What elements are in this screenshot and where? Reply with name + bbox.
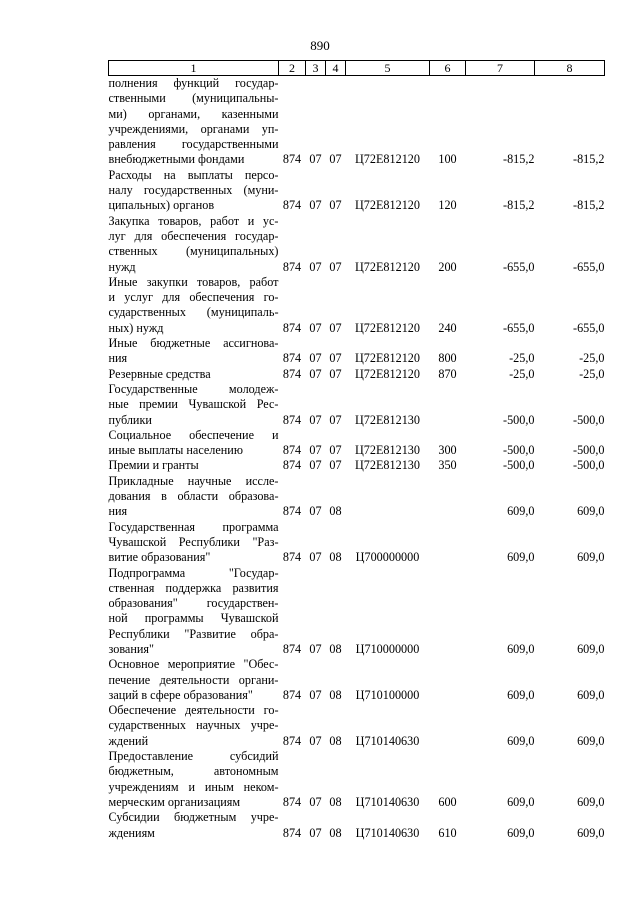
row-name-line: Государственные молодеж- [108, 381, 279, 396]
table-row [109, 168, 605, 214]
expense-type-code: 240 [438, 320, 457, 335]
table-row [109, 214, 605, 275]
row-name [109, 810, 279, 841]
target-article-code: Ц710100000 [355, 687, 420, 702]
subsection-code: 07 [329, 152, 342, 167]
admin-code: 874 [282, 825, 302, 840]
amount-total: -655,0 [573, 259, 605, 274]
row-name-line: Прикладные научные иссле- [108, 473, 279, 488]
expense-type-code [430, 566, 466, 658]
section-code: 07 [309, 320, 322, 335]
row-name-line: бюджетным, автономным [108, 764, 279, 779]
row-name-line: Предоставление субсидий [108, 749, 279, 764]
admin-code: 874 [282, 443, 302, 458]
table-row [109, 382, 605, 428]
target-article-code: Ц710000000 [355, 641, 420, 656]
col-header-1: 1 [109, 61, 279, 76]
expense-type-code: 610 [438, 825, 457, 840]
amount-total: 609,0 [577, 825, 605, 840]
row-name [109, 382, 279, 428]
amount-value: 609,0 [507, 641, 535, 656]
subsection-code: 07 [329, 458, 342, 473]
expense-type-code: 800 [438, 351, 457, 366]
table-row [109, 520, 605, 566]
admin-code: 874 [282, 687, 302, 702]
table-row [109, 458, 605, 473]
section-code: 07 [309, 366, 322, 381]
row-name-line: публики [108, 412, 152, 427]
section-code: 07 [309, 794, 322, 809]
amount-total: -25,0 [579, 366, 605, 381]
target-article-code: Ц710140630 [355, 825, 420, 840]
row-name-line: заций в сфере образования" [108, 687, 253, 702]
amount-value: 609,0 [507, 825, 535, 840]
table-row [109, 76, 605, 168]
admin-code: 874 [282, 641, 302, 656]
target-article-code [346, 474, 430, 520]
subsection-code: 07 [329, 366, 342, 381]
row-name-line: Иные бюджетные ассигнова- [108, 336, 279, 351]
row-name [109, 367, 279, 382]
amount-total: 609,0 [577, 504, 605, 519]
row-name-line: дования в области образова- [108, 489, 279, 504]
admin-code: 874 [282, 794, 302, 809]
amount-total: -655,0 [573, 320, 605, 335]
section-code: 07 [309, 687, 322, 702]
target-article-code: Ц72Е812120 [355, 351, 420, 366]
row-name [109, 749, 279, 810]
section-code: 07 [309, 458, 322, 473]
row-name-line: ния [108, 351, 128, 366]
admin-code: 874 [282, 366, 302, 381]
row-name [109, 214, 279, 275]
amount-total: 609,0 [577, 641, 605, 656]
row-name-line: Республики "Развитие обра- [108, 626, 279, 641]
target-article-code: Ц700000000 [355, 550, 420, 565]
section-code: 07 [309, 504, 322, 519]
amount-total: -815,2 [573, 198, 605, 213]
section-code: 07 [309, 152, 322, 167]
row-name [109, 703, 279, 749]
row-name-line: Расходы на выплаты персо- [108, 167, 279, 182]
target-article-code: Ц72Е812120 [355, 320, 420, 335]
expense-type-code: 300 [438, 443, 457, 458]
table-row [109, 657, 605, 703]
amount-value: 609,0 [507, 733, 535, 748]
row-name [109, 474, 279, 520]
page-number: 890 [310, 38, 330, 53]
row-name [109, 76, 279, 168]
row-name-line: Иные закупки товаров, работ [108, 274, 279, 289]
row-name-line: витие образования" [108, 550, 211, 565]
amount-value: -655,0 [503, 320, 535, 335]
amount-value: 609,0 [507, 504, 535, 519]
admin-code: 874 [282, 351, 302, 366]
expense-type-code: 120 [438, 198, 457, 213]
table-row [109, 336, 605, 367]
subsection-code: 07 [329, 259, 342, 274]
col-header-8: 8 [535, 61, 605, 76]
subsection-code: 07 [329, 412, 342, 427]
row-name-line: Закупка товаров, работ и ус- [108, 213, 279, 228]
col-header-2: 2 [279, 61, 306, 76]
subsection-code: 08 [329, 504, 342, 519]
row-name-line: сударственных (муниципаль- [108, 305, 279, 320]
row-name-line: ния [108, 504, 128, 519]
admin-code: 874 [282, 198, 302, 213]
row-name-line: иные выплаты населению [108, 443, 243, 458]
table-row [109, 810, 605, 841]
row-name-line: ждений [108, 733, 149, 748]
target-article-code: Ц710140630 [355, 794, 420, 809]
amount-value: 609,0 [507, 550, 535, 565]
table-row [109, 367, 605, 382]
target-article-code: Ц72Е812120 [355, 198, 420, 213]
expense-type-code: 600 [438, 794, 457, 809]
amount-total: -500,0 [573, 443, 605, 458]
admin-code: 874 [282, 152, 302, 167]
row-name-line: ные премии Чувашской Рес- [108, 397, 279, 412]
row-name-line: мерческим организациям [108, 794, 241, 809]
subsection-code: 07 [329, 443, 342, 458]
row-name-line: ципальных) органов [108, 198, 215, 213]
row-name [109, 657, 279, 703]
amount-value: -500,0 [503, 458, 535, 473]
row-name-line: ждениям [108, 825, 155, 840]
row-name [109, 566, 279, 658]
table-row [109, 474, 605, 520]
subsection-code: 08 [329, 733, 342, 748]
row-name-line: Социальное обеспечение и [108, 427, 279, 442]
amount-value: -815,2 [503, 198, 535, 213]
amount-total: 609,0 [577, 687, 605, 702]
row-name-line: учреждениям и иным неком- [108, 779, 279, 794]
admin-code: 874 [282, 550, 302, 565]
row-name-line: Подпрограмма "Государ- [108, 565, 279, 580]
target-article-code: Ц72Е812130 [355, 412, 420, 427]
section-code: 07 [309, 550, 322, 565]
row-name-line: Субсидии бюджетным учре- [108, 810, 279, 825]
header-row [109, 61, 605, 76]
admin-code: 874 [282, 320, 302, 335]
row-name-line: Чувашской Республики "Раз- [108, 534, 279, 549]
row-name [109, 428, 279, 459]
row-name-line: Обеспечение деятельности го- [108, 703, 279, 718]
row-name-line: луг для обеспечения государ- [108, 228, 279, 243]
expense-type-code [430, 474, 466, 520]
row-name [109, 168, 279, 214]
section-code: 07 [309, 351, 322, 366]
amount-total: -815,2 [573, 152, 605, 167]
row-name-line: внебюджетными фондами [108, 152, 245, 167]
row-name-line: зования" [108, 641, 154, 656]
section-code: 07 [309, 733, 322, 748]
row-name-line: Основное мероприятие "Обес- [108, 657, 279, 672]
table-row [109, 749, 605, 810]
row-name [109, 458, 279, 473]
table-row [109, 703, 605, 749]
target-article-code: Ц710140630 [355, 733, 420, 748]
amount-value: -655,0 [503, 259, 535, 274]
amount-value: -500,0 [503, 443, 535, 458]
admin-code: 874 [282, 733, 302, 748]
row-name [109, 336, 279, 367]
expense-type-code: 350 [438, 458, 457, 473]
amount-value: -500,0 [503, 412, 535, 427]
target-article-code: Ц72Е812120 [355, 366, 420, 381]
section-code: 07 [309, 412, 322, 427]
target-article-code: Ц72Е812120 [355, 259, 420, 274]
section-code: 07 [309, 198, 322, 213]
expense-type-code [430, 382, 466, 428]
row-name-line: ственная поддержка развития [108, 580, 279, 595]
amount-value: 609,0 [507, 687, 535, 702]
table-row [109, 566, 605, 658]
row-name-line: Премии и гранты [108, 458, 199, 473]
row-name-line: учреждениями, органами уп- [108, 121, 279, 136]
col-header-7: 7 [466, 61, 535, 76]
row-name-line: Государственная программа [108, 519, 279, 534]
row-name-line: печение деятельности органи- [108, 672, 279, 687]
col-header-6: 6 [430, 61, 466, 76]
expense-type-code: 100 [438, 152, 457, 167]
row-name-line: нужд [108, 259, 136, 274]
amount-total: -500,0 [573, 412, 605, 427]
amount-total: -500,0 [573, 458, 605, 473]
subsection-code: 08 [329, 687, 342, 702]
admin-code: 874 [282, 458, 302, 473]
row-name-line: образования" государствен- [108, 596, 279, 611]
row-name-line: ми) органами, казенными [108, 106, 279, 121]
target-article-code: Ц72Е812120 [355, 152, 420, 167]
section-code: 07 [309, 259, 322, 274]
subsection-code: 08 [329, 550, 342, 565]
row-name-line: равления государственными [108, 137, 279, 152]
amount-value: -815,2 [503, 152, 535, 167]
section-code: 07 [309, 825, 322, 840]
budget-table [108, 60, 605, 841]
subsection-code: 07 [329, 351, 342, 366]
amount-value: 609,0 [507, 794, 535, 809]
expense-type-code: 870 [438, 366, 457, 381]
row-name-line: ных) нужд [108, 320, 164, 335]
expense-type-code [430, 657, 466, 703]
admin-code: 874 [282, 504, 302, 519]
amount-total: 609,0 [577, 733, 605, 748]
row-name-line: ной программы Чувашской [108, 611, 279, 626]
row-name-line: налу государственных (муни- [108, 183, 279, 198]
row-name-line: и услуг для обеспечения го- [108, 290, 279, 305]
amount-total: 609,0 [577, 794, 605, 809]
expense-type-code [430, 703, 466, 749]
row-name-line: Резервные средства [108, 366, 211, 381]
subsection-code: 08 [329, 641, 342, 656]
col-header-5: 5 [346, 61, 430, 76]
expense-type-code: 200 [438, 259, 457, 274]
row-name [109, 520, 279, 566]
section-code: 07 [309, 443, 322, 458]
amount-total: 609,0 [577, 550, 605, 565]
target-article-code: Ц72Е812130 [355, 458, 420, 473]
row-name-line: полнения функций государ- [108, 76, 279, 90]
table-row [109, 428, 605, 459]
section-code: 07 [309, 641, 322, 656]
row-name-line: сударственных научных учре- [108, 718, 279, 733]
row-name-line: ственными (муниципальны- [108, 91, 279, 106]
amount-value: -25,0 [509, 366, 535, 381]
row-name [109, 275, 279, 336]
col-header-4: 4 [326, 61, 346, 76]
expense-type-code [430, 520, 466, 566]
table-row [109, 275, 605, 336]
table-body [109, 76, 605, 841]
target-article-code: Ц72Е812130 [355, 443, 420, 458]
admin-code: 874 [282, 412, 302, 427]
row-name-line: ственных (муниципальных) [108, 244, 279, 259]
subsection-code: 08 [329, 825, 342, 840]
subsection-code: 08 [329, 794, 342, 809]
amount-total: -25,0 [579, 351, 605, 366]
col-header-3: 3 [306, 61, 326, 76]
subsection-code: 07 [329, 320, 342, 335]
amount-value: -25,0 [509, 351, 535, 366]
subsection-code: 07 [329, 198, 342, 213]
admin-code: 874 [282, 259, 302, 274]
